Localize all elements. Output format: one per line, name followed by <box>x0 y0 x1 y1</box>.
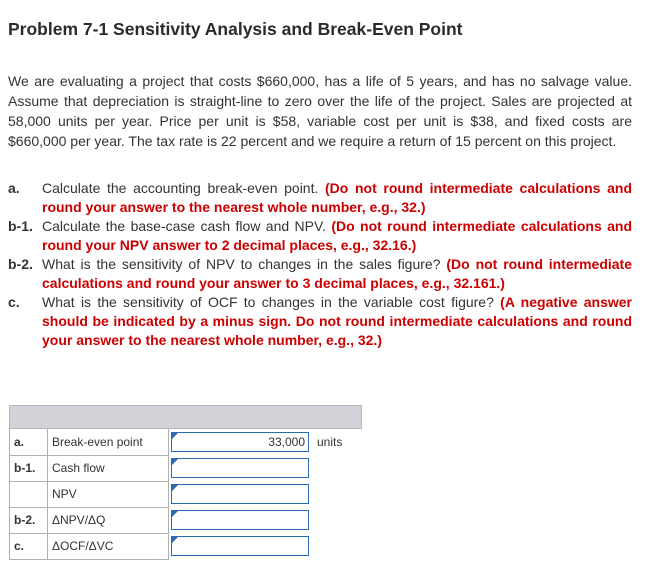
question-note: (Do not round intermediate calculations and round your answer to 3 decimal places, e.g., 32.161.) <box>42 256 632 291</box>
problem-title: Problem 7-1 Sensitivity Analysis and Break-Even Point <box>8 19 463 39</box>
row-item: Cash flow <box>48 455 169 481</box>
unit-label: units <box>317 435 343 449</box>
row-item: NPV <box>48 481 169 507</box>
row-item: ΔNPV/ΔQ <box>48 507 169 533</box>
row-label: b-1. <box>10 455 48 481</box>
row-label: c. <box>10 533 48 559</box>
table-row <box>10 429 362 456</box>
input-flag-icon <box>172 433 178 439</box>
row-item: Break-even point <box>48 429 169 456</box>
question-text: Calculate the accounting break-even point. <box>42 180 319 196</box>
table-row <box>10 481 362 507</box>
npv-input[interactable] <box>171 484 309 504</box>
question-note: (Do not round intermediate calculations and round your answer to the nearest whole number, e.g., 32.) <box>42 180 632 215</box>
question-c <box>8 293 632 350</box>
table-header <box>10 406 362 429</box>
answer-table <box>9 405 362 560</box>
question-label: b-2. <box>8 256 33 272</box>
question-text: What is the sensitivity of NPV to changes in the sales figure? <box>42 256 441 272</box>
ocf-sensitivity-input[interactable] <box>171 536 309 556</box>
cash-flow-input[interactable] <box>171 458 309 478</box>
npv-sensitivity-input[interactable] <box>171 510 309 530</box>
question-label: b-1. <box>8 218 33 234</box>
table-row <box>10 507 362 533</box>
break-even-input[interactable]: 33,000 <box>171 432 309 452</box>
question-label: a. <box>8 180 20 196</box>
question-label: c. <box>8 294 20 310</box>
input-flag-icon <box>172 537 178 543</box>
question-b1 <box>8 217 632 255</box>
question-text: Calculate the base-case cash flow and NPV. <box>42 218 326 234</box>
question-note: (A negative answer should be indicated by a minus sign. Do not round intermediate calculations and round your answer to the nearest whole number, e.g., 32.) <box>42 294 632 348</box>
row-label <box>10 481 48 507</box>
row-item: ΔOCF/ΔVC <box>48 533 169 559</box>
input-flag-icon <box>172 459 178 465</box>
question-text: What is the sensitivity of OCF to changes in the variable cost figure? <box>42 294 494 310</box>
row-label: a. <box>10 429 48 456</box>
table-row <box>10 455 362 481</box>
input-flag-icon <box>172 511 178 517</box>
table-row <box>10 533 362 559</box>
question-b2 <box>8 255 632 293</box>
question-list <box>8 179 632 350</box>
question-a <box>8 179 632 217</box>
problem-intro: We are evaluating a project that costs $660,000, has a life of 5 years, and has no salvage value. Assume that depreciation is straight-line to zero over the life of the project. Sales are projected at 58,000 units per year. Price per unit is $58, variable cost per unit is $38, and fixed costs are $660,000 per year. The tax rate is 22 percent and we require a return of 15 percent on this project. <box>8 73 632 149</box>
question-note: (Do not round intermediate calculations and round your NPV answer to 2 decimal places, e.g., 32.16.) <box>42 218 633 253</box>
input-flag-icon <box>172 485 178 491</box>
row-label: b-2. <box>10 507 48 533</box>
